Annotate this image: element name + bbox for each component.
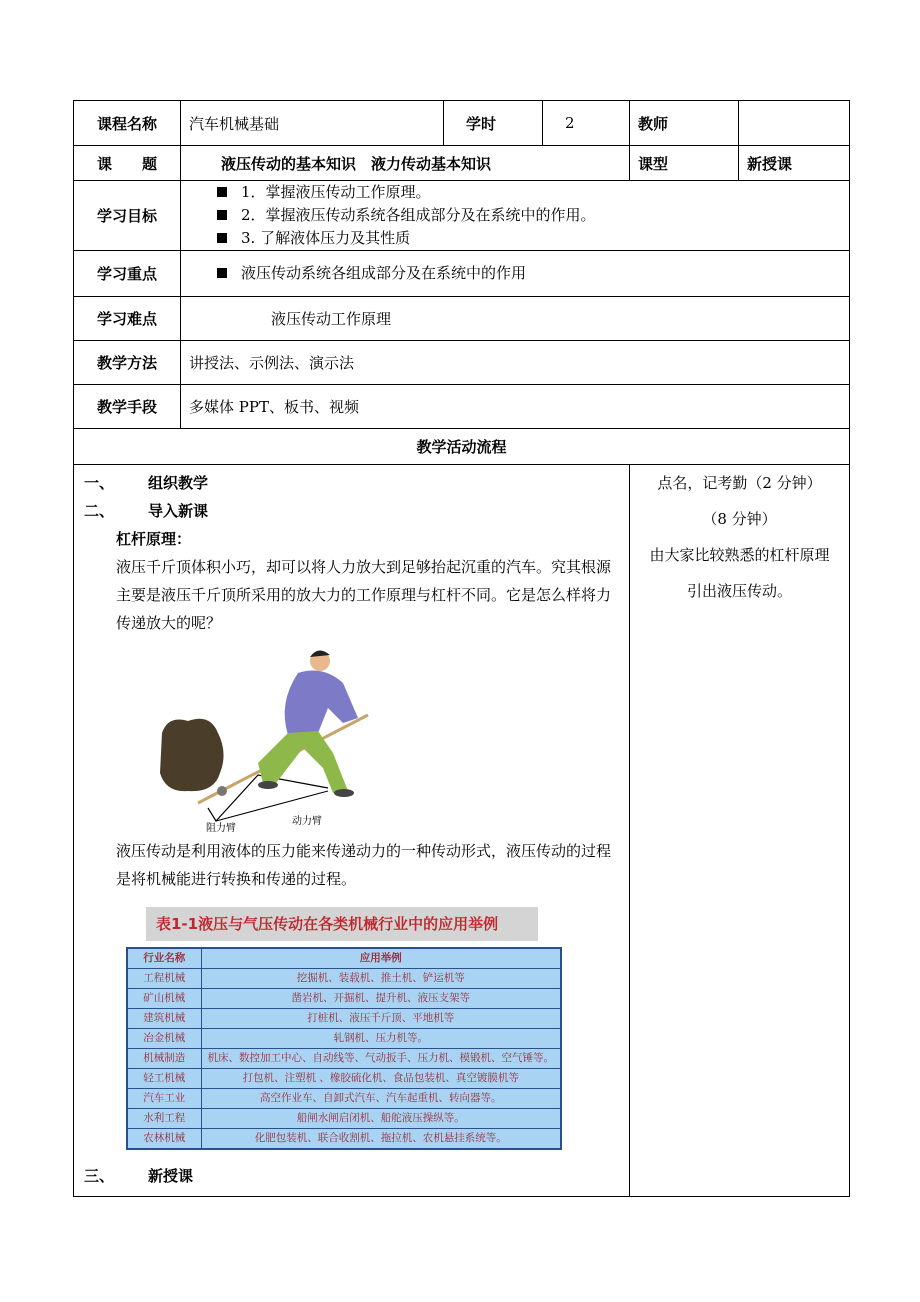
goal-text: 1．掌握液压传动工作原理。 <box>241 183 431 201</box>
industry-name: 行业名称 <box>127 948 201 969</box>
app-table-title: 表1-1液压与气压传动在各类机械行业中的应用举例 <box>146 907 538 941</box>
app-examples: 轧钢机、压力机等。 <box>201 1029 561 1049</box>
lever-man-illustration <box>158 643 388 833</box>
bullet-icon <box>217 210 227 220</box>
app-table-row <box>127 1049 561 1069</box>
key-points <box>181 251 850 297</box>
app-table-row <box>127 989 561 1009</box>
intro-text: 液压千斤顶体积小巧，却可以将人力放大到足够抬起沉重的汽车。究其根源主要是液压千斤顶所采用的放大力的工作原理与杠杆不同。它是怎么样将力传递放大的呢？ <box>116 558 612 632</box>
course-name: 汽车机械基础 <box>181 101 444 146</box>
lesson-plan-table <box>73 100 850 1197</box>
app-examples: 挖掘机、装载机、推土机、铲运机等 <box>201 969 561 989</box>
app-table-row <box>127 969 561 989</box>
industry-name: 冶金机械 <box>127 1029 201 1049</box>
app-table-row <box>127 1089 561 1109</box>
app-examples: 打包机、注塑机 、橡胶硫化机、食品包装机、真空镀膜机等 <box>201 1069 561 1089</box>
note: 由大家比较熟悉的杠杆原理 <box>649 546 830 564</box>
goal-item <box>217 204 841 227</box>
type-value: 新授课 <box>739 146 850 181</box>
flow-content <box>74 465 630 1197</box>
app-examples: 打桩机、液压千斤顶、平地机等 <box>201 1009 561 1029</box>
app-examples: 船闸水闸启闭机、船舵液压操纵等。 <box>201 1109 561 1129</box>
industry-name: 机械制造 <box>127 1049 201 1069</box>
goal-text: 2．掌握液压传动系统各组成部分及在系统中的作用。 <box>241 206 596 224</box>
industry-name: 矿山机械 <box>127 989 201 1009</box>
bullet-icon <box>217 187 227 197</box>
app-examples: 化肥包装机、联合收割机、拖拉机、农机悬挂系统等。 <box>201 1129 561 1150</box>
industry-name: 建筑机械 <box>127 1009 201 1029</box>
hours-label: 学时 <box>444 101 543 146</box>
power-arm-label: 动力臂 <box>292 816 322 827</box>
app-table-row <box>127 1109 561 1129</box>
industry-name: 轻工机械 <box>127 1069 201 1089</box>
note: （8 分钟） <box>702 510 777 528</box>
intro-paragraph <box>116 553 616 637</box>
teacher-value <box>739 101 850 146</box>
resist-arm-label: 阻力臂 <box>206 823 236 834</box>
goal-item <box>217 227 841 250</box>
hydraulic-text: 液压传动是利用液体的压力能来传递动力的一种传动形式，液压传动的过程是将机械能进行转换和传递的过程。 <box>116 842 612 888</box>
app-table-row <box>127 1029 561 1049</box>
app-table-row <box>127 1129 561 1150</box>
bullet-icon <box>217 233 227 243</box>
flow-title: 教学活动流程 <box>74 429 850 465</box>
course-label: 课程名称 <box>74 101 181 146</box>
app-table-header <box>127 948 561 969</box>
note: 引出液压传动。 <box>686 582 792 600</box>
hours-value: 2 <box>543 101 630 146</box>
section-title: 新授课 <box>148 1167 194 1185</box>
type-label: 课型 <box>630 146 739 181</box>
industry-name: 水利工程 <box>127 1109 201 1129</box>
app-table-row <box>127 1069 561 1089</box>
goals-list <box>181 181 850 251</box>
difficulty-value: 液压传动工作原理 <box>181 297 850 341</box>
method-value: 讲授法、示例法、演示法 <box>181 341 850 385</box>
lever-figure <box>158 643 388 833</box>
difficulty-label: 学习难点 <box>74 297 181 341</box>
app-table-row <box>127 1009 561 1029</box>
topic-value: 液压传动的基本知识 液力传动基本知识 <box>181 146 630 181</box>
goal-text: 3. 了解液体压力及其性质 <box>241 229 411 247</box>
key-label: 学习重点 <box>74 251 181 297</box>
key-text: 液压传动系统各组成部分及在系统中的作用 <box>241 264 527 282</box>
section-title: 组织教学 <box>148 474 209 492</box>
goals-label: 学习目标 <box>74 181 181 251</box>
section-2 <box>84 497 619 525</box>
industry-name: 工程机械 <box>127 969 201 989</box>
section-num: 三、 <box>84 1167 115 1185</box>
hydraulic-paragraph <box>116 837 616 893</box>
means-value: 多媒体 PPT、板书、视频 <box>181 385 850 429</box>
note: 点名，记考勤（2 分钟） <box>657 474 822 492</box>
section-num: 一、 <box>84 474 115 492</box>
means-label: 教学手段 <box>74 385 181 429</box>
goal-item <box>217 181 841 204</box>
section-num: 二、 <box>84 502 115 520</box>
industry-name: 农林机械 <box>127 1129 201 1150</box>
flow-notes <box>630 465 850 1197</box>
app-examples: 凿岩机、开掘机、提升机、液压支架等 <box>201 989 561 1009</box>
section-1 <box>84 469 619 497</box>
lever-title: 杠杆原理： <box>116 530 192 548</box>
application-table <box>126 947 562 1150</box>
app-examples: 机床、数控加工中心、自动线等、气动扳手、压力机、模锻机、空气锤等。 <box>201 1049 561 1069</box>
industry-name: 汽车工业 <box>127 1089 201 1109</box>
app-examples: 应用举例 <box>201 948 561 969</box>
section-3 <box>84 1162 619 1190</box>
topic-label: 课 题 <box>74 146 181 181</box>
app-examples: 高空作业车、自卸式汽车、汽车起重机、转向器等。 <box>201 1089 561 1109</box>
bullet-icon <box>217 268 227 278</box>
teacher-label: 教师 <box>630 101 739 146</box>
method-label: 教学方法 <box>74 341 181 385</box>
section-title: 导入新课 <box>148 502 209 520</box>
